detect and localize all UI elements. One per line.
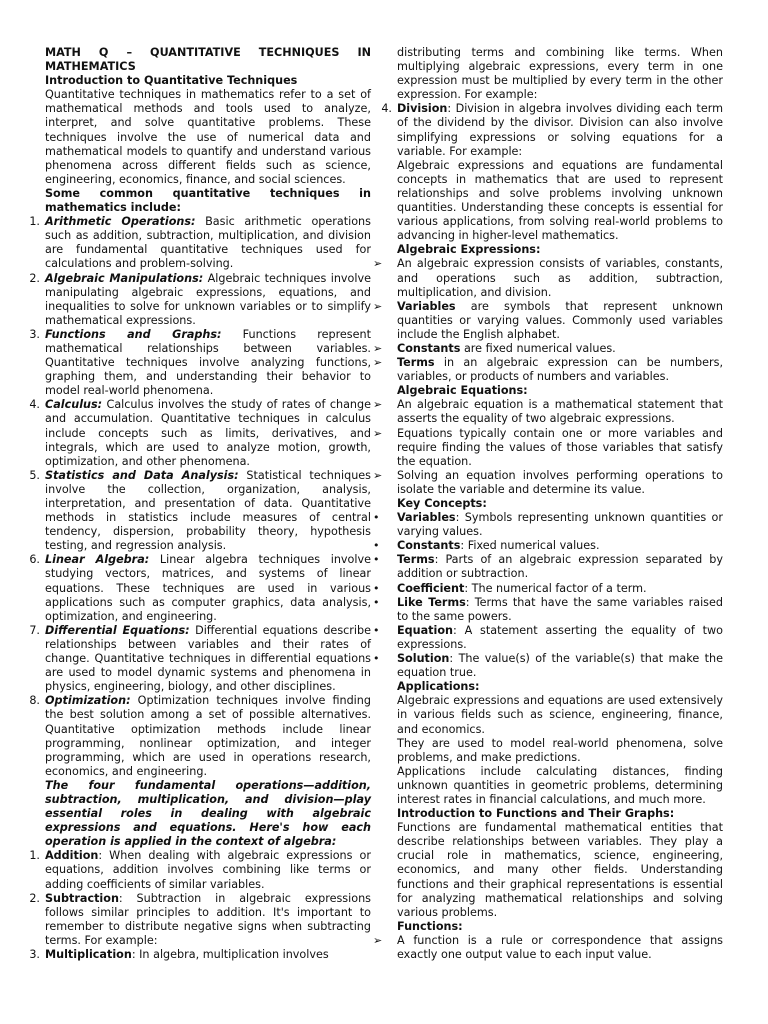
- list-text: : In algebra, multiplication involves: [131, 948, 329, 961]
- list-number: 6.: [29, 553, 40, 567]
- key-concepts-list: [373, 511, 723, 680]
- list-item: [373, 468, 723, 497]
- list-text: : A statement asserting the equality of two expressions.: [397, 623, 723, 651]
- list-text: An algebraic expression consists of variables, constants, and operations such as addition, subtraction, multiplication, and division.: [397, 257, 723, 299]
- list-item: [29, 398, 371, 468]
- summary-paragraph: Algebraic expressions and equations are fundamental concepts in mathematics that are used to represent relationships and solve problems involving unknown quantities. Understanding these concepts is essential for various applications, from solving real-world problems to advancing in higher-level mathematics.: [397, 158, 723, 243]
- list-text: : Subtraction in algebraic expressions follows similar principles to addition. It's important to remember to distribute negative signs when subtracting terms. For example:: [45, 891, 371, 947]
- arrow-bullet-icon: ➢: [373, 257, 383, 271]
- list-text: Algebraic techniques involve manipulating algebraic expressions, equations, and inequalities to solve for unknown variables or to simplify mathematical expressions.: [45, 271, 371, 327]
- list-text: Differential equations describe relationships between variables and their rates of change. Quantitative techniques in differential equations are used to model dynamic systems and phenomena in physics, engineering, biology, and other disciplines.: [45, 623, 371, 694]
- list-item: [373, 623, 723, 652]
- list-item: [373, 257, 723, 299]
- document-title: MATH Q – QUANTITATIVE TECHNIQUES IN MATHEMATICS: [45, 46, 371, 74]
- functions-list: [373, 933, 723, 962]
- list-text: A function is a rule or correspondence that assigns exactly one output value to each input value.: [397, 933, 723, 961]
- list-item: [373, 398, 723, 426]
- list-item: [29, 215, 371, 271]
- list-number: 2.: [29, 271, 40, 285]
- operations-heading: The four fundamental operations—addition, subtraction, multiplication, and division—play essential roles in dealing with algebraic expressions and equations. Here's how each operation is applied in the context of algebra:: [45, 778, 371, 849]
- list-item: [373, 299, 723, 342]
- list-item: [29, 623, 371, 694]
- list-item: [373, 933, 723, 962]
- list-item: [373, 426, 723, 469]
- list-text: : The value(s) of the variable(s) that make the equation true.: [397, 652, 723, 680]
- list-text: Equations typically contain one or more variables and require finding the values of those variables that satisfy the equation.: [397, 426, 723, 468]
- list-item: [373, 539, 723, 553]
- list-text: Linear algebra techniques involve studying vectors, matrices, and systems of linear equations. These techniques are used in various applications such as computer graphics, data analysis, optimization, and engineering.: [45, 553, 371, 623]
- equations-heading: Algebraic Equations:: [397, 384, 528, 398]
- list-term: Algebraic Manipulations:: [45, 271, 204, 285]
- list-term: Subtraction: [45, 891, 119, 905]
- list-text: : The numerical factor of a term.: [464, 581, 647, 595]
- paragraph: They are used to model real-world phenomena, solve problems, and make predictions.: [397, 736, 723, 764]
- applications-heading: Applications:: [397, 680, 480, 694]
- list-text: An algebraic equation is a mathematical statement that asserts the equality of two algebraic expressions.: [397, 398, 723, 426]
- list-text: Optimization techniques involve finding the best solution among a set of possible alternatives. Quantitative optimization methods include linear programming, nonlinear optimization, and integer programming, which are used in operations research, economics, and engineering.: [45, 694, 371, 778]
- arrow-bullet-icon: ➢: [373, 398, 383, 412]
- arrow-bullet-icon: ➢: [373, 299, 383, 313]
- list-term: Addition: [45, 849, 99, 863]
- bullet-dot-icon: •: [373, 511, 380, 525]
- arrow-bullet-icon: ➢: [373, 933, 383, 947]
- equations-list: [373, 398, 723, 497]
- list-number: 4.: [29, 398, 40, 412]
- list-number: 5.: [29, 468, 40, 482]
- list-text: : Fixed numerical values.: [460, 539, 600, 553]
- functions-heading: Functions:: [397, 919, 463, 933]
- list-text: : Parts of an algebraic expression separated by addition or subtraction.: [397, 553, 723, 581]
- techniques-list: [29, 215, 371, 779]
- list-text: : When dealing with algebraic expressions or equations, addition involves combining like terms or adding coefficients of similar variables.: [45, 849, 371, 891]
- list-term: Constants: [397, 539, 461, 553]
- list-text: Calculus involves the study of rates of change and accumulation. Quantitative techniques in calculus include concepts such as limits, derivatives, and integrals, which are used to analyze motion, growth, optimization, and other phenomena.: [45, 398, 371, 468]
- list-text: Functions represent mathematical relationships between variables. Quantitative techniques involve analyzing functions, graphing them, and understanding their behavior to model real-world phenomena.: [45, 327, 371, 398]
- division-item: [381, 102, 723, 158]
- bullet-dot-icon: •: [373, 581, 380, 595]
- arrow-bullet-icon: ➢: [373, 426, 383, 440]
- list-term: Functions and Graphs:: [45, 327, 222, 341]
- list-item: [373, 341, 723, 356]
- bullet-dot-icon: •: [373, 652, 380, 666]
- functions-intro-heading: Introduction to Functions and Their Graphs:: [397, 807, 675, 821]
- list-term: Calculus:: [45, 398, 103, 412]
- list-item: [373, 356, 723, 384]
- list-term: Constants: [397, 341, 461, 355]
- list-text: Statistical techniques involve the collection, organization, analysis, interpretation, and presentation of data. Quantitative methods in statistics include measures of central tendency, dispersion, probability theory, hypothesis testing, and regression analysis.: [45, 468, 371, 553]
- list-term: Solution: [397, 652, 450, 666]
- list-item: [373, 581, 723, 596]
- list-item: [29, 468, 371, 554]
- bullet-dot-icon: •: [373, 623, 380, 637]
- list-item: [29, 327, 371, 398]
- right-column: [373, 46, 723, 962]
- multiplication-continued: distributing terms and combining like terms. When multiplying algebraic expressions, every term in one expression must be multiplied by every term in the other expression. For example:: [397, 46, 723, 102]
- list-number: 3.: [29, 327, 40, 341]
- list-term: Coefficient: [397, 581, 465, 595]
- list-item: [29, 553, 371, 623]
- list-item: [373, 595, 723, 624]
- intro-heading: Introduction to Quantitative Techniques: [45, 74, 298, 88]
- paragraph: Applications include calculating distances, finding unknown quantities in geometric problems, determining interest rates in financial calculations, and much more.: [397, 764, 723, 806]
- list-text: are fixed numerical values.: [460, 341, 616, 355]
- list-number: 1.: [29, 215, 40, 229]
- common-techniques-heading: Some common quantitative techniques in mathematics include:: [45, 186, 371, 215]
- paragraph: Algebraic expressions and equations are used extensively in various fields such as science, engineering, finance, and economics.: [397, 694, 723, 736]
- intro-paragraph: Quantitative techniques in mathematics refer to a set of mathematical methods and tools used to analyze, interpret, and solve quantitative problems. These techniques involve the use of numerical data and mathematical models to quantify and understand various phenomena across different fields such as science, engineering, economics, finance, and social sciences.: [45, 88, 371, 186]
- list-term: Variables: [397, 299, 456, 313]
- list-term: Linear Algebra:: [45, 553, 150, 567]
- arrow-bullet-icon: ➢: [373, 468, 383, 482]
- list-item: [29, 271, 371, 328]
- list-item: [373, 652, 723, 680]
- list-term: Multiplication: [45, 948, 132, 961]
- functions-intro-paragraph: Functions are fundamental mathematical entities that describe relationships between variables. They play a crucial role in mathematics, science, engineering, economics, and many other fields. Understanding functions and their graphical representations is essential for analyzing mathematical relationships and solving various problems.: [397, 821, 723, 919]
- list-term: Terms: [397, 356, 435, 370]
- list-term: Division: [397, 102, 448, 116]
- arrow-bullet-icon: ➢: [373, 341, 383, 355]
- list-item: [29, 849, 371, 891]
- left-column: [29, 46, 371, 962]
- list-item: [29, 694, 371, 779]
- operations-list: [29, 849, 371, 962]
- list-text: are symbols that represent unknown quantities or varying values. Commonly used variables include the English alphabet.: [397, 299, 723, 341]
- list-term: Optimization:: [45, 694, 131, 708]
- list-term: Variables: [397, 511, 456, 525]
- key-concepts-heading: Key Concepts:: [397, 497, 487, 510]
- expressions-heading: Algebraic Expressions:: [397, 243, 541, 257]
- list-text: in an algebraic expression can be numbers, variables, or products of numbers and variables.: [397, 356, 723, 384]
- list-text: Basic arithmetic operations such as addition, subtraction, multiplication, and division are fundamental quantitative techniques used for calculations and problem-solving.: [45, 215, 371, 271]
- bullet-dot-icon: •: [373, 553, 380, 567]
- bullet-dot-icon: •: [373, 595, 380, 609]
- bullet-dot-icon: •: [373, 539, 380, 553]
- list-item: [373, 511, 723, 539]
- list-text: : Terms that have the same variables raised to the same powers.: [397, 595, 723, 623]
- list-number: 2.: [29, 891, 40, 905]
- list-number: 1.: [29, 849, 40, 863]
- list-term: Terms: [397, 553, 435, 567]
- list-item: [29, 891, 371, 948]
- list-term: Differential Equations:: [45, 623, 190, 637]
- list-text: : Symbols representing unknown quantities or varying values.: [397, 511, 723, 539]
- arrow-bullet-icon: ➢: [373, 356, 383, 370]
- list-item: [373, 553, 723, 581]
- list-term: Arithmetic Operations:: [45, 215, 196, 229]
- list-term: Like Terms: [397, 595, 466, 609]
- list-number: 3.: [29, 948, 40, 961]
- list-text: : Division in algebra involves dividing each term of the dividend by the divisor. Division can also involve simplifying expressions or solving equations for a variable. For example:: [397, 102, 723, 158]
- list-term: Statistics and Data Analysis:: [45, 468, 239, 482]
- list-number: 7.: [29, 623, 40, 637]
- applications-paragraphs: [397, 694, 723, 807]
- list-number: 8.: [29, 694, 40, 708]
- list-text: Solving an equation involves performing operations to isolate the variable and determine its value.: [397, 468, 723, 496]
- list-number: 4.: [381, 102, 392, 116]
- expressions-list: [373, 257, 723, 384]
- list-term: Equation: [397, 623, 453, 637]
- list-item: [29, 948, 371, 962]
